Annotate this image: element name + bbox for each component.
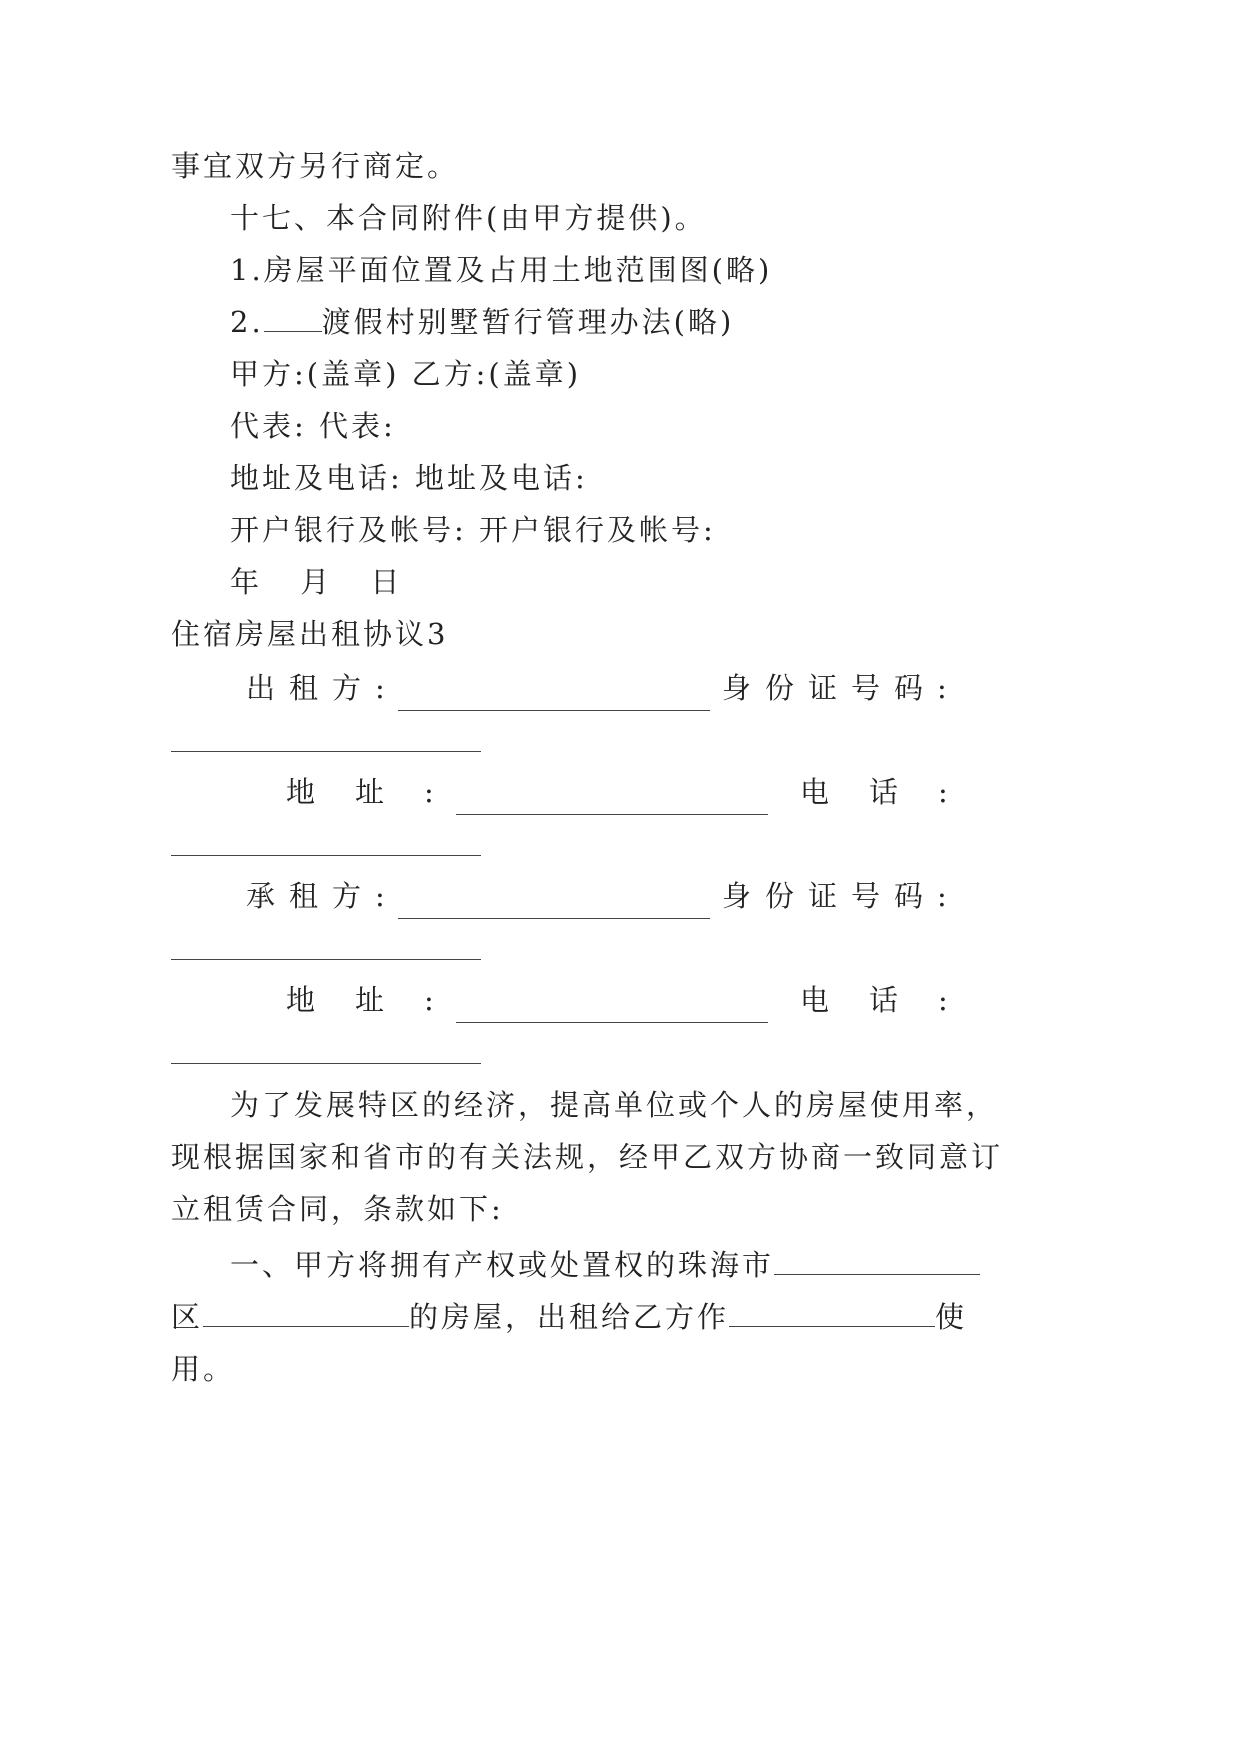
lessor-address-label: 地址: [286, 775, 474, 809]
lessee-id-label: 身份证号码: [722, 879, 961, 913]
lessee-address-label: 地址: [286, 983, 474, 1017]
lessor-phone-blank [171, 829, 481, 856]
text-segment: 使 [935, 1300, 968, 1334]
address-phone-line: 地址及电话: 地址及电话: [230, 461, 588, 495]
text-line: 事宜双方另行商定。 [171, 149, 460, 183]
lessee-name-blank [398, 892, 710, 919]
lessee-phone-blank [171, 1037, 481, 1064]
paragraph-line: 立租赁合同，条款如下: [171, 1192, 504, 1226]
lessee-id-blank [171, 933, 481, 960]
lessor-name-blank [398, 684, 710, 711]
paragraph-line: 现根据国家和省市的有关法规，经甲乙双方协商一致同意订 [171, 1140, 1004, 1174]
text-line [230, 302, 734, 342]
list-number: 2. [230, 305, 264, 339]
lessor-id-label: 身份证号码: [722, 671, 961, 705]
paragraph-line [171, 1297, 967, 1337]
representative-line: 代表: 代表: [230, 409, 396, 443]
district-blank [203, 1300, 409, 1327]
lessee-label: 承租方: [246, 879, 399, 913]
section-title: 住宿房屋出租协议3 [171, 617, 449, 651]
paragraph-line [230, 1245, 980, 1285]
usage-blank [729, 1300, 935, 1327]
lessee-phone-label: 电话: [800, 983, 988, 1017]
text-segment: 渡假村别墅暂行管理办法(略) [321, 305, 735, 339]
lessor-phone-label: 电话: [800, 775, 988, 809]
paragraph-line: 为了发展特区的经济，提高单位或个人的房屋使用率， [230, 1088, 999, 1122]
signature-party-line: 甲方:(盖章) 乙方:(盖章) [230, 357, 582, 391]
lessor-address-blank [456, 788, 768, 815]
text-segment: 一、甲方将拥有产权或处置权的珠海市 [230, 1248, 775, 1282]
bank-account-line: 开户银行及帐号: 开户银行及帐号: [230, 513, 716, 547]
text-line: 十七、本合同附件(由甲方提供)。 [230, 201, 707, 235]
blank-field [264, 305, 322, 332]
text-segment: 的房屋，出租给乙方作 [409, 1300, 730, 1334]
lessee-address-blank [456, 996, 768, 1023]
city-blank [774, 1248, 980, 1275]
paragraph-line: 用。 [171, 1352, 236, 1386]
text-segment: 区 [171, 1300, 204, 1334]
text-line: 1.房屋平面位置及占用土地范围图(略) [230, 253, 773, 287]
lessor-id-blank [171, 725, 481, 752]
date-line: 年 月 日 [230, 565, 416, 599]
lessor-label: 出租方: [246, 671, 399, 705]
